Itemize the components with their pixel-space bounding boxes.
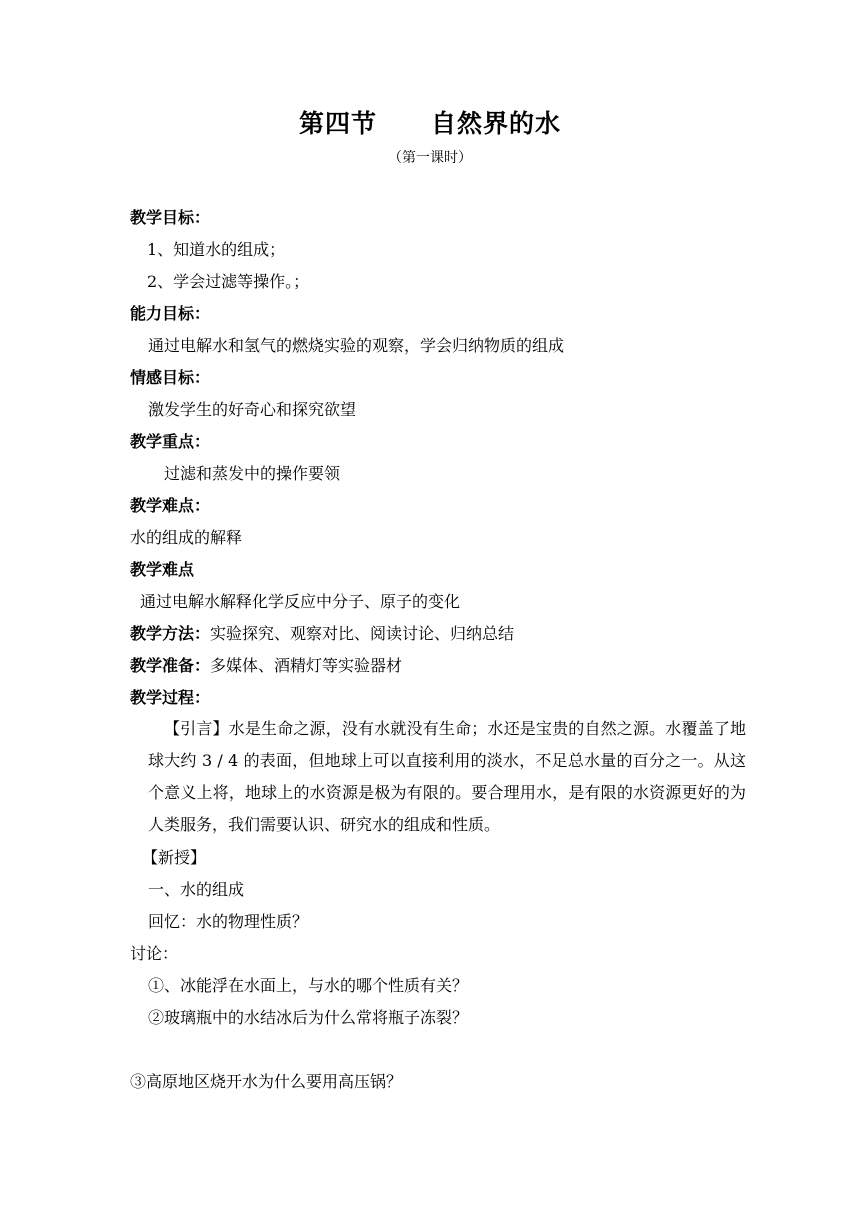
discussion-question-3: ③高原地区烧开水为什么要用高压锅？ bbox=[130, 1072, 403, 1091]
intro-paragraph: 【引言】水是生命之源，没有水就没有生命；水还是宝贵的自然之源。水覆盖了地球大约 3 / 4 的表面，但地球上可以直接利用的淡水，不足总水量的百分之一。从这个意义上将，地球上的水资源是极为有限的。要合理用水，是有限的水资源更好的为人类服务，我们需要认识、研究水的组成和性质。 bbox=[148, 719, 746, 834]
difficulty-text: 水的组成的解释 bbox=[130, 528, 243, 547]
discussion-label: 讨论： bbox=[130, 944, 179, 963]
prep-heading: 教学准备： bbox=[130, 656, 211, 675]
difficulty-heading: 教学难点： bbox=[130, 496, 211, 515]
emotion-text: 激发学生的好奇心和探究欲望 bbox=[148, 400, 357, 419]
discussion-question-1: ①、冰能浮在水面上，与水的哪个性质有关？ bbox=[148, 976, 469, 995]
new-lesson-label: 【新授】 bbox=[142, 848, 207, 867]
ability-text: 通过电解水和氢气的燃烧实验的观察，学会归纳物质的组成 bbox=[148, 336, 565, 355]
method-text: 实验探究、观察对比、阅读讨论、归纳总结 bbox=[210, 624, 515, 643]
process-heading: 教学过程： bbox=[130, 688, 211, 707]
ability-heading: 能力目标： bbox=[130, 304, 211, 323]
title-part2: 自然界的水 bbox=[431, 109, 562, 138]
page-subtitle: （第一课时） bbox=[388, 150, 472, 166]
section-one-heading: 一、水的组成 bbox=[148, 880, 245, 899]
prep-text: 多媒体、酒精灯等实验器材 bbox=[210, 656, 403, 675]
title-part1: 第四节 bbox=[298, 109, 377, 138]
recall-question: 回忆：水的物理性质？ bbox=[148, 912, 309, 931]
method-heading: 教学方法： bbox=[130, 624, 211, 643]
difficulty2-text: 通过电解水解释化学反应中分子、原子的变化 bbox=[140, 592, 461, 611]
key-heading: 教学重点： bbox=[130, 432, 211, 451]
discussion-question-2: ②玻璃瓶中的水结冰后为什么常将瓶子冻裂？ bbox=[148, 1008, 469, 1027]
objective-1: 1、知道水的组成； bbox=[147, 240, 286, 259]
key-text: 过滤和蒸发中的操作要领 bbox=[164, 464, 341, 483]
prep-line bbox=[130, 656, 402, 676]
page-title bbox=[0, 104, 860, 140]
emotion-heading: 情感目标： bbox=[130, 368, 211, 387]
difficulty2-heading: 教学难点 bbox=[130, 560, 195, 579]
objective-2: 2、学会过滤等操作。； bbox=[147, 272, 310, 291]
method-line bbox=[130, 624, 514, 644]
objectives-heading: 教学目标： bbox=[130, 208, 211, 227]
